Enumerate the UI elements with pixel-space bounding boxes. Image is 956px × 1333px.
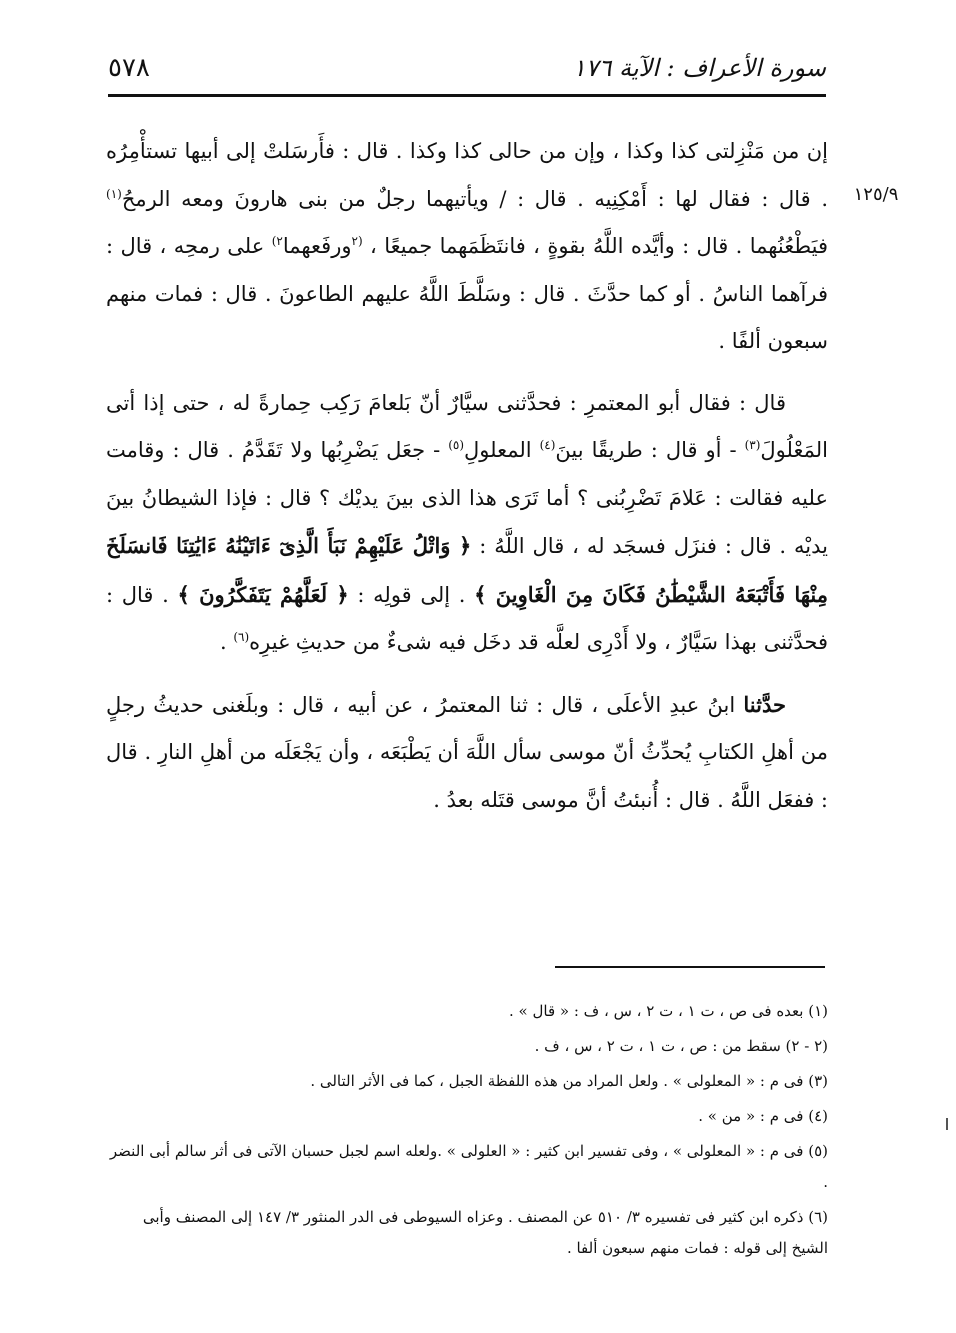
text-run: فيَطْعُنُهما . قال : وأيَّده اللَّهُ بقوةٍ ، فانتَظَمَهما جميعًا ، <box>362 234 828 258</box>
margin-reference: ١٢٥/٩ <box>853 184 899 205</box>
paragraph-2 <box>106 380 828 667</box>
main-text <box>106 128 828 838</box>
text-run: قال : فقال أبو المعتمرِ : فحدَّثنى سيَّارٌ أنّ بَلعامَ رَكِب حِمارةً له ، حتى إذا أتى المَعْلُولَ <box>106 390 828 462</box>
footnote-marker: (٤) <box>539 438 556 452</box>
quran-quote: ﴿ لَعَلَّهُمْ يَتَفَكَّرُونَ ﴾ <box>177 581 349 607</box>
text-run: المعلولِ <box>464 438 540 462</box>
footnote-marker: (٦) <box>233 630 250 644</box>
footnote-marker: (١) <box>106 186 122 201</box>
footnote-marker: (٥) <box>448 438 465 452</box>
running-title: سورة الأعراف : الآية ١٧٦ <box>572 54 826 82</box>
footnote: (٣) فى م : « المعلولى » . ولعل المراد من هذه اللفظة الجبل ، كما فى الأثر التالى . <box>310 1072 828 1090</box>
footnote: (١) بعده فى ص ، ت ١ ، ت ٢ ، س ، ف : « قال » . <box>509 1002 828 1020</box>
text-run: . إلى قولِه : <box>348 582 475 607</box>
text-run: إن من مَنْزِلتى كذا وكذا ، وإن من حالى كذا وكذا . قال : فأَرسَلتْ إلى أبيها تستأْمِرُه . قال : فقال لها : أَمْكِنِيه . قال : / ويأتيهما رجلٌ من بنى هارونَ ومعه الرمحُ <box>106 139 828 211</box>
header-rule <box>108 94 826 97</box>
scan-edge-mark <box>946 1118 948 1130</box>
footnote: (٢ - ٢) سقط من : ص ، ت ١ ، ت ٢ ، س ، ف . <box>534 1037 828 1055</box>
paragraph-1 <box>106 128 828 366</box>
footnote: (٥) فى م : « المعلولى » ، وفى تفسير ابن كثير : « العلولى » .ولعله اسم لجبل حسبان الآتى فى أثر سالم أبى النضر . <box>109 1142 828 1191</box>
text-run: - جعَل يَضْرِبُها ولا تَقَدَّمُ . قال : وقامت عليه فقالت : عَلامَ تَضْرِبُنى ؟ أما تَرَى هذا الذى بينَ يديْك ؟ قال : فإذا الشيطانُ بينَ يديْه . قال : فنزَل فسجَد له ، قال اللَّهُ : <box>106 438 828 558</box>
footnote-marker: (٣) <box>744 438 761 452</box>
page-number: ٥٧٨ <box>108 53 150 83</box>
text-run: . <box>219 630 234 654</box>
text-run: . قال : فحدَّثنى بهذا سَيَّارٌ ، ولا أَدْرِى لعلَّه قد دخَل فيه شىءٌ من حديثِ غيرِه <box>106 582 828 654</box>
footnote-rule <box>555 966 825 968</box>
footnote-marker: ٢) <box>271 234 283 248</box>
footnote-marker: (٢ <box>351 234 363 248</box>
text-run: ابنُ عبدِ الأعلَى ، قال : ثنا المعتمرُ ، عن أبيه ، قال : وبلَغنى حديثُ رجلٍ من أهلِ الكتابِ يُحدِّثُ أنّ موسى سأل اللَّهَ أن يَطْبَعَه ، وأن يَجْعَلَه من أهلِ النارِ . قال : ففعَل اللَّهُ . قال : أُنبئتُ أنَّ موسى قتَله بعدُ . <box>106 692 828 812</box>
page-header <box>108 46 826 90</box>
footnotes <box>106 996 828 1268</box>
isnad-lead: حدَّثنا <box>743 691 786 717</box>
text-run: ورفَعهما <box>282 234 352 258</box>
text-run: على رمحِه ، قال : فرآهما الناسُ . أو كما حدَّثَ . قال : وسَلَّطَ اللَّهُ عليهم الطاعونَ . قال : فمات منهم سبعون ألفًا . <box>106 234 828 353</box>
paragraph-3 <box>106 681 828 825</box>
quran-quote: ﴿ وَاتْلُ عَلَيْهِمْ نَبَأَ الَّذِىٓ ءَاتَيْنَٰهُ ءَايَٰتِنَا فَانسَلَخَ مِنْهَا فَأَتْبَعَهُ الشَّيْطَٰنُ فَكَانَ مِنَ الْغَاوِينَ ﴾ <box>106 533 828 607</box>
footnote: (٦) ذكره ابن كثير فى تفسيره ٣/ ٥١٠ عن المصنف . وعزاه السيوطى فى الدر المنثور ٣/ ١٤٧ إلى المصنف وأبى الشيخ إلى قوله : فمات منهم سبعون ألفا . <box>142 1208 828 1257</box>
text-run: - أو قال : طريقًا بينَ <box>555 438 745 462</box>
footnote: (٤) فى م : « من » . <box>698 1107 828 1125</box>
